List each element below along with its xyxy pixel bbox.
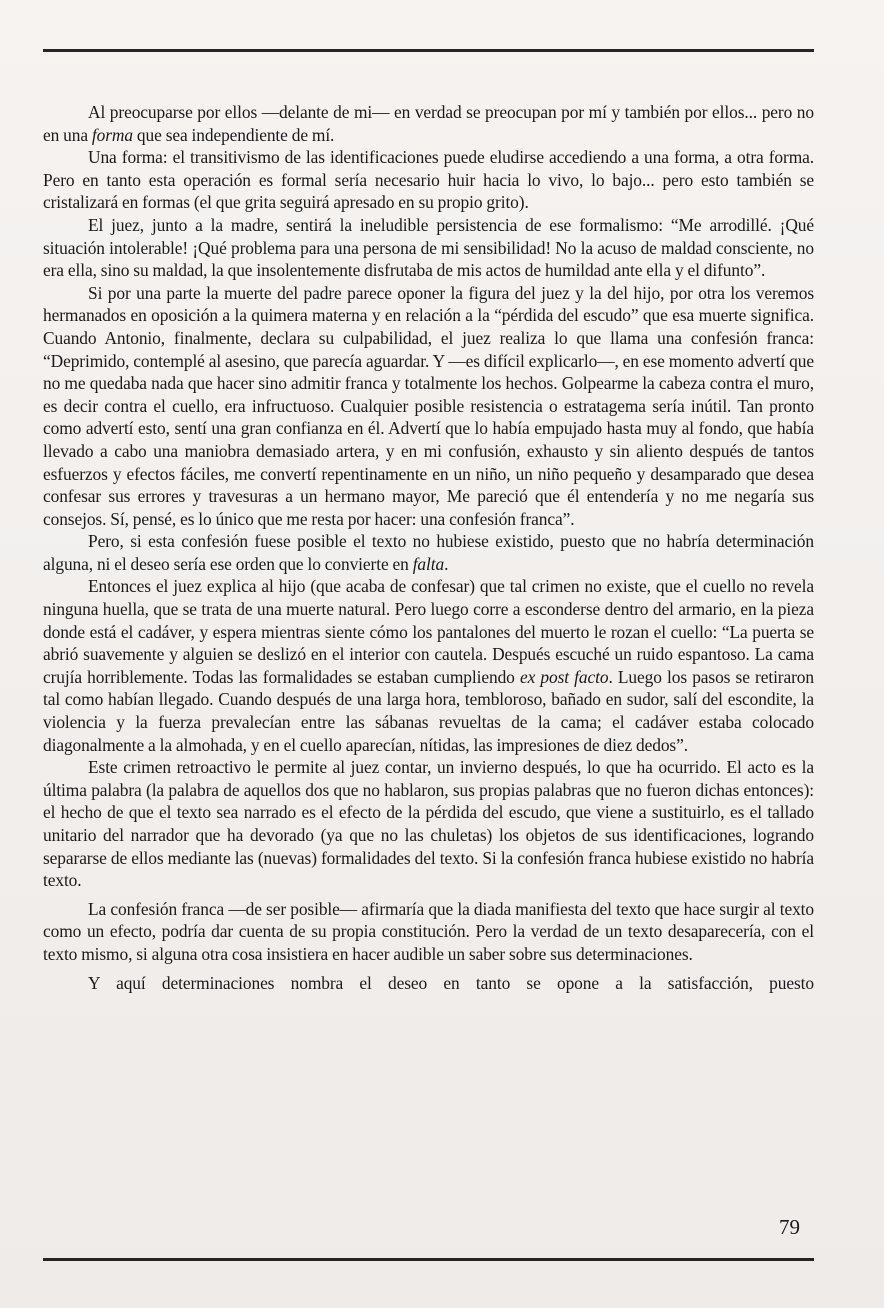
text-segment: Y aquí determinaciones nombra el deseo en tanto se opone a la satisfacción, puesto: [88, 972, 814, 993]
text-segment: .: [444, 553, 449, 574]
text-segment: que sea independiente de mí.: [132, 124, 335, 145]
top-rule: [43, 49, 814, 52]
paragraph: [43, 101, 814, 146]
paragraph: [43, 756, 814, 892]
text-segment: Pero, si esta confesión fuese posible el texto no hubiese existido, puesto que no habría determinación alguna, ni el deseo sería ese orden que lo convierte en: [43, 531, 814, 574]
text-segment: Entonces el juez explica al hijo (que acaba de confesar) que tal crimen no existe, que el cuello no revela ninguna huella, que se trata de una muerte natural. Pero luego corre a esconderse dentro del armario, en la pieza donde está el cadáver, y espera mientras siente cómo los pantalones del muerto le rozan el cuello: “La puerta se abrió suavemente y alguien se deslizó en el interior con cautela. Después escuché un ruido espantoso. La cama crujía horriblemente. Todas las formalidades se estaban cumpliendo: [43, 576, 814, 687]
paragraph: [43, 282, 814, 531]
paragraph: [43, 575, 814, 756]
text-segment: La confesión franca —de ser posible— afirmaría que la diada manifiesta del texto que hace surgir al texto como un efecto, podría dar cuenta de su propia constitución. Pero la verdad de un texto desaparecería, con el texto mismo, si alguna otra cosa insistiera en hacer audible un saber sobre sus determinaciones.: [43, 898, 814, 964]
text-segment: Al preocuparse por ellos —delante de mi— en verdad se preocupan por mí y también por ellos... pero no en una: [43, 102, 814, 145]
italic-text: ex post facto: [519, 666, 609, 687]
paragraph: [43, 530, 814, 575]
page-number: 79: [779, 1215, 800, 1239]
paragraph: [43, 146, 814, 214]
text-segment: Este crimen retroactivo le permite al juez contar, un invierno después, lo que ha ocurrido. El acto es la última palabra (la palabra de aquellos dos que no hablaron, sus propias palabras que no fueron dichas entonces): el hecho de que el texto sea narrado es el efecto de la pérdida del escudo, que viene a sustituirlo, es el tallado unitario del narrador que ha devorado (ya que no las chuletas) los objetos de sus identificaciones, logrando separarse de ellos mediante las (nuevas) formalidades del texto. Si la confesión franca hubiese existido no habría texto.: [43, 757, 814, 891]
paragraph: [43, 972, 814, 995]
paragraph: [43, 898, 814, 966]
text-segment: Una forma: el transitivismo de las identificaciones puede eludirse accediendo a una forma, a otra forma. Pero en tanto esta operación es formal sería necesario huir hacia lo vivo, lo bajo... pero esto también se cristalizará en formas (el que grita seguirá apresado en su propio grito).: [43, 147, 814, 213]
body-text: [43, 101, 814, 994]
text-segment: Si por una parte la muerte del padre parece oponer la figura del juez y la del hijo, por otra los veremos hermanados en oposición a la quimera materna y en relación a la “pérdida del escudo” que esa muerte significa. Cuando Antonio, finalmente, declara su culpabilidad, el juez realiza lo que llama una confesión franca: “Deprimido, contemplé al asesino, que parecía aguardar. Y —es difícil explicarlo—, en ese momento advertí que no me quedaba nada que hacer sino admitir franca y totalmente los hechos. Golpearme la cabeza contra el muro, es decir contra el cuello, era infructuoso. Cualquier posible resistencia o estratagema sería inútil. Tan pronto como advertí esto, sentí una gran confianza en él. Advertí que lo había empujado hasta muy al fondo, que había llevado a cabo una maniobra demasiado artera, y en mi confusión, exhausto y sin aliento después de tantos esfuerzos y efectos fáciles, me convertí repentinamente en un niño, un niño pequeño y desamparado que desea confesar sus errores y travesuras a un hermano mayor, Me pareció que él entendería y no me negaría sus consejos. Sí, pensé, es lo único que me resta por hacer: una confesión franca”.: [43, 282, 814, 529]
paragraph: [43, 214, 814, 282]
bottom-rule: [43, 1258, 814, 1261]
italic-text: forma: [91, 124, 133, 145]
text-segment: . Luego los pasos se retiraron tal como habían llegado. Cuando después de una larga hora, tembloroso, bañado en sudor, salí del escondite, la violencia y la fuerza prevalecían entre las sábanas revueltas de la cama; el cadáver estaba colocado diagonalmente a la almohada, y en el cuello aparecían, nítidas, las impresiones de diez dedos”.: [43, 666, 814, 755]
text-segment: El juez, junto a la madre, sentirá la ineludible persistencia de ese formalismo: “Me arrodillé. ¡Qué situación intolerable! ¡Qué problema para una persona de mi sensibilidad! No la acuso de maldad consciente, no era ella, sino su maldad, la que insolentemente disfrutaba de mis actos de humildad ante ella y el difunto”.: [43, 214, 814, 281]
italic-text: falta: [412, 553, 445, 574]
